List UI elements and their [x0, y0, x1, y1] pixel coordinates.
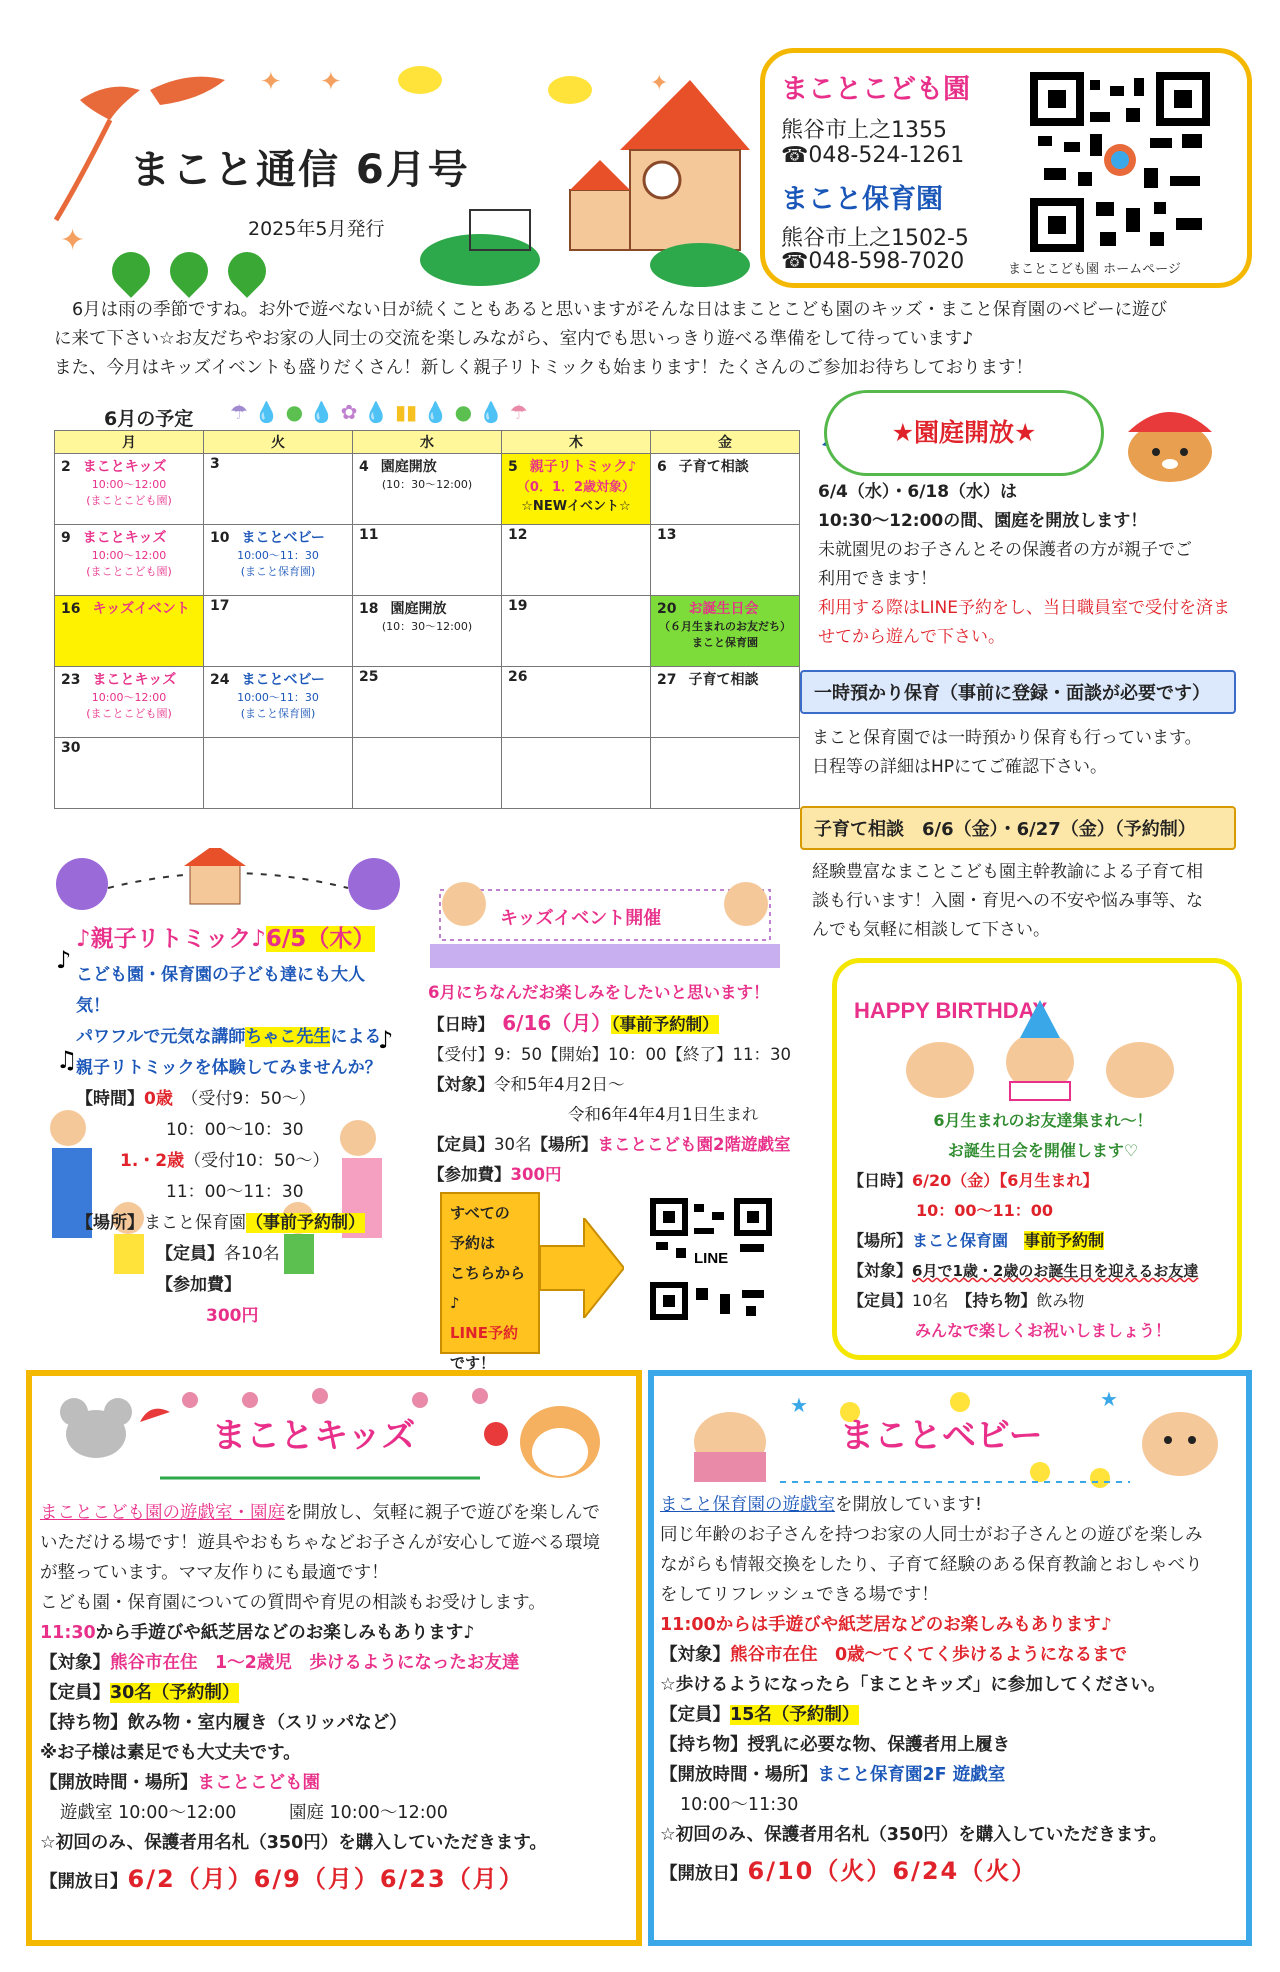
kids-days-label: 【開放日】: [40, 1872, 128, 1892]
birthday-items: 飲み物: [1036, 1291, 1085, 1310]
bear-mascot-icon: [1110, 392, 1220, 482]
temp-care-line: 日程等の詳細はHPにてご確認下さい。: [812, 757, 1108, 777]
birthday-items-label: 【持ち物】: [964, 1291, 1037, 1310]
calendar-week: [55, 454, 800, 525]
day-number: 17: [210, 598, 230, 614]
calendar-cell: [353, 525, 502, 596]
garden-desc: 利用できます！: [818, 569, 937, 589]
rhythm-age12: 1.・2歳: [120, 1151, 185, 1171]
calendar-cell: [502, 667, 651, 738]
kids-event-target-label: 【対象】: [428, 1075, 494, 1094]
calendar-cell: [55, 596, 204, 667]
garden-note: せてから遊んで下さい。: [818, 627, 1005, 647]
issue-date: 2025年5月発行: [248, 218, 385, 240]
kids-desc: から手遊びや紙芝居などのお楽しみもあります♪: [95, 1623, 475, 1643]
hoikuen-address: 熊谷市上之1502-5: [781, 226, 969, 251]
makoto-kids-title: まことキッズ: [212, 1416, 416, 1456]
kids-event-target: 令和6年4年4月1日生まれ: [568, 1105, 759, 1124]
calendar-cell: [204, 454, 353, 525]
temp-care-details: [812, 724, 1232, 782]
calendar-cell: [55, 525, 204, 596]
kids-event-fee: 300円: [510, 1165, 562, 1184]
birthday-headline: 6月生まれのお友達集まれ〜！: [933, 1111, 1153, 1130]
baby-items: 授乳に必要な物、保護者用上履き: [747, 1735, 1010, 1755]
consult-line: 談も行います！入園・育児への不安や悩み事等、な: [812, 891, 1203, 911]
calendar-cell: [651, 596, 800, 667]
calendar-cell: [651, 525, 800, 596]
event-target: （６月生まれのお友だち）: [659, 620, 791, 633]
calendar-cell: [55, 667, 204, 738]
baby-open-time: 10:00〜11:30: [680, 1795, 799, 1815]
calendar-cell: [55, 738, 204, 809]
kids-place-link: まことこども園の遊戯室・園庭: [40, 1503, 285, 1523]
event-name: お誕生日会: [688, 601, 759, 617]
rhythm-line: 親子リトミックを体験してみませんか？: [76, 1058, 382, 1078]
event-time: 10:00〜12:00: [91, 691, 167, 704]
day-number: 26: [508, 669, 528, 685]
homepage-qr-code[interactable]: [1030, 72, 1210, 252]
kids-open-label: 【開放時間・場所】: [40, 1773, 198, 1793]
event-time: (10：30〜12:00): [381, 478, 473, 491]
garden-open-details: [818, 478, 1238, 652]
baby-open-label: 【開放時間・場所】: [660, 1765, 818, 1785]
baby-open-place: まこと保育園2F 遊戯室: [817, 1765, 1006, 1785]
kids-time-highlight: 11:30: [40, 1623, 96, 1643]
calendar-cell: [502, 454, 651, 525]
kids-event-headline: 6月にちなんだお楽しみをしたいと思います！: [428, 983, 770, 1002]
rhythm-time-label: 【時間】: [76, 1089, 144, 1109]
birthday-date: 6/20（金）【6月生まれ】: [912, 1171, 1099, 1190]
event-name: まことキッズ: [82, 530, 167, 546]
day-number: 19: [508, 598, 528, 614]
event-place: まこと保育園: [692, 636, 758, 649]
svg-text:✦: ✦: [60, 223, 86, 258]
event-name: まことキッズ: [82, 459, 167, 475]
baby-target-label: 【対象】: [660, 1645, 730, 1665]
day-number: 3: [210, 456, 220, 472]
line-reservation-note: [440, 1192, 540, 1372]
kids-open-place: まことこども園: [197, 1773, 320, 1793]
svg-text:✦: ✦: [320, 67, 342, 97]
kids-event-date-note: （事前予約制）: [611, 1015, 719, 1034]
rhythm-place: まこと保育園: [144, 1213, 246, 1233]
kids-event-details: [428, 978, 808, 1190]
kids-event-target: 令和5年4月2日〜: [494, 1075, 625, 1094]
svg-text:♪: ♪: [56, 946, 72, 974]
svg-text:✦: ✦: [650, 71, 669, 96]
calendar-cell: [651, 738, 800, 809]
kids-open-days: 6/2（月）6/9（月）6/23（月）: [127, 1865, 525, 1893]
event-name: 子育て相談: [688, 672, 759, 688]
garden-dates: 6/4（水）・6/18（水）は: [818, 482, 1018, 502]
calendar-cell: [353, 454, 502, 525]
calendar-cell: [204, 667, 353, 738]
garden-note: 利用する際はLINE予約をし、当日職員室で受付を済ま: [818, 598, 1230, 618]
rain-decoration: ☂ 💧 ● 💧 ✿ 💧 ▮▮ 💧 ● 💧 ☂: [230, 400, 528, 424]
kids-cap-label: 【定員】: [40, 1683, 110, 1703]
baby-open-days: 6/10（火）6/24（火）: [747, 1857, 1038, 1885]
event-name: 園庭開放: [380, 459, 437, 475]
day-number: 23: [61, 672, 81, 688]
calendar-cell: [651, 667, 800, 738]
kids-event-schedule: 【受付】9：50【開始】10：00【終了】11：30: [428, 1045, 791, 1064]
svg-text:♪: ♪: [378, 1026, 394, 1054]
rhythm-line: こども園・保育園の子ども達にも大人気！: [76, 965, 365, 1016]
line-note-text: LINE予約: [450, 1324, 518, 1342]
kids-event-date-label: 【日時】: [428, 1015, 486, 1034]
baby-items-label: 【持ち物】: [660, 1735, 748, 1755]
birthday-closing: みんなで楽しくお祝いしましょう！: [914, 1321, 1171, 1340]
day-number: 16: [61, 601, 81, 617]
line-note-text: です！: [450, 1354, 496, 1372]
day-number: 9: [61, 530, 71, 546]
day-number: 20: [657, 601, 677, 617]
calendar-table: [54, 430, 800, 809]
line-qr-label: LINE: [694, 1250, 729, 1267]
day-number: 13: [657, 527, 677, 543]
birthday-details: [848, 1106, 1238, 1346]
calendar-week: [55, 525, 800, 596]
event-time: 10:00〜11：30: [237, 691, 319, 704]
kodomoen-phone[interactable]: ☎048-524-1261: [781, 143, 965, 168]
rhythm-teacher: ちゃこ先生: [245, 1027, 331, 1047]
garden-desc: 未就園児のお子さんとその保護者の方が親子でご: [818, 540, 1192, 560]
calendar-cell: [353, 596, 502, 667]
event-place: (まこと保育園): [240, 565, 316, 578]
calendar-week: [55, 738, 800, 809]
birthday-place: まこと保育園: [912, 1231, 1009, 1250]
baby-days-label: 【開放日】: [660, 1864, 748, 1884]
baby-target: 熊谷市在住 0歳〜てくてく歩けるようになるまで: [730, 1645, 1128, 1665]
event-time: (10：30〜12:00): [381, 620, 473, 633]
baby-desc: 同じ年齢のお子さんを持つお家の人同士がお子さんとの遊びを楽しみ: [660, 1525, 1203, 1545]
day-number: 4: [359, 459, 369, 475]
kids-event-place: まことこども園2階遊戯室: [597, 1135, 791, 1154]
event-note: ☆NEWイベント☆: [521, 499, 631, 514]
svg-text:♫: ♫: [56, 1046, 78, 1074]
homepage-qr-caption: まことこども園 ホームページ: [1008, 262, 1181, 277]
event-name: まことベビー: [241, 530, 325, 546]
day-number: 6: [657, 459, 667, 475]
rhythm-age0-time: 10：00〜10：30: [166, 1120, 304, 1140]
day-number: 27: [657, 672, 677, 688]
consult-heading: 子育て相談 6/6（金）・6/27（金）（予約制）: [800, 806, 1236, 850]
kids-event-fee-label: 【参加費】: [428, 1165, 511, 1184]
calendar-cell: [353, 667, 502, 738]
day-number: 18: [359, 601, 379, 617]
event-place: (まこと保育園): [240, 707, 316, 720]
calendar-cell: [204, 596, 353, 667]
makoto-baby-details: [660, 1490, 1244, 1889]
line-note-text: こちらから♪: [450, 1264, 526, 1312]
kids-open-time: 遊戯室 10:00〜12:00: [60, 1803, 237, 1823]
baby-desc: ながらも情報交換をしたり、子育て経験のある保育教諭とおしゃべり: [660, 1555, 1203, 1575]
event-place: (まことこども園): [86, 707, 172, 720]
rhythm-title-date: 6/5（木）: [265, 926, 376, 952]
calendar-cell: [353, 738, 502, 809]
line-qr-code[interactable]: [650, 1198, 772, 1320]
event-name: 子育て相談: [678, 459, 749, 475]
calendar-header-row: [55, 431, 800, 454]
consult-line: 経験豊富なまことこども園主幹教諭による子育て相: [812, 862, 1203, 882]
calendar-cell: [502, 738, 651, 809]
event-name: 園庭開放: [390, 601, 447, 617]
calendar-cell: [502, 596, 651, 667]
kids-desc: こども園・保育園についての質問や育児の相談もお受けします。: [40, 1593, 546, 1613]
event-time: 10:00〜12:00: [91, 478, 167, 491]
kids-event-date: 6/16（月）: [502, 1011, 612, 1035]
calendar-week: [55, 667, 800, 738]
calendar-cell: [502, 525, 651, 596]
baby-place-link: まこと保育園の遊戯室: [660, 1495, 835, 1515]
weekday-header: 金: [651, 431, 800, 454]
garden-open-banner: ★園庭開放★: [824, 390, 1104, 476]
birthday-subheadline: お誕生日会を開催します♡: [947, 1141, 1139, 1160]
day-number: 25: [359, 669, 379, 685]
rhythm-place-label: 【場所】: [76, 1213, 144, 1233]
birthday-banner-text: HAPPY BIRTHDAY: [854, 998, 1048, 1023]
weekday-header: 月: [55, 431, 204, 454]
rhythm-age12-reception: （受付10：50〜）: [184, 1151, 330, 1171]
kids-items-label: 【持ち物】: [40, 1713, 128, 1733]
kids-event-place-label: 【場所】: [531, 1135, 598, 1154]
garden-hours: 10:30〜12:00の間、園庭を開放します！: [818, 511, 1148, 531]
svg-text:✦: ✦: [260, 67, 282, 97]
kids-items: 飲み物・室内履き（スリッパなど）: [127, 1713, 407, 1733]
kids-cap: 30名（予約制）: [110, 1683, 240, 1703]
event-place: (まことこども園): [86, 494, 172, 507]
hoikuen-name: まこと保育園: [781, 184, 943, 215]
day-number: 24: [210, 672, 230, 688]
kids-target-label: 【対象】: [40, 1653, 110, 1673]
rhythm-age0: 0歳: [144, 1089, 173, 1109]
baby-cap: 15名（予約制）: [730, 1705, 860, 1725]
consult-details: [812, 858, 1242, 945]
kids-target: 熊谷市在住 1〜2歳児 歩けるようになったお友達: [110, 1653, 520, 1673]
rhythm-fee: 300円: [206, 1306, 259, 1326]
calendar-week: [55, 596, 800, 667]
rhythm-line: パワフルで元気な講師: [76, 1027, 246, 1047]
intro-line: また、今月はキッズイベントも盛りだくさん！新しく親子リトミックも始まります！たくさんのご参加お待ちしております！: [54, 358, 1033, 378]
makoto-baby-title: まことベビー: [840, 1416, 1043, 1456]
weekday-header: 木: [502, 431, 651, 454]
day-number: 12: [508, 527, 528, 543]
rhythm-cap: 各10名: [224, 1244, 280, 1264]
rhythm-age0-reception: （受付9：50〜）: [189, 1089, 316, 1109]
kodomoen-address: 熊谷市上之1355: [781, 118, 947, 143]
rhythm-line: による: [330, 1027, 382, 1047]
birthday-cap: 10名: [912, 1291, 949, 1310]
event-target: （0．1．2歳対象）: [516, 480, 636, 495]
day-number: 30: [61, 740, 81, 756]
kids-event-cap: 30名: [494, 1135, 532, 1154]
day-number: 5: [508, 459, 518, 475]
calendar-cell: [204, 525, 353, 596]
event-name: まことベビー: [241, 672, 325, 688]
rhythm-title-main: ♪親子リトミック♪: [76, 926, 266, 952]
event-name: キッズイベント: [92, 601, 190, 617]
event-place: (まことこども園): [86, 565, 172, 578]
rhythm-title: [76, 920, 375, 953]
event-time: 10:00〜11：30: [237, 549, 319, 562]
baby-first-visit: ☆初回のみ、保護者用名札（350円）を購入していただきます。: [660, 1825, 1167, 1845]
birthday-place-label: 【場所】: [848, 1231, 913, 1250]
day-number: 2: [61, 459, 71, 475]
event-name: 親子リトミック♪: [529, 459, 637, 475]
arrow-icon: [540, 1218, 624, 1318]
makoto-kids-details: [40, 1498, 630, 1897]
birthday-cap-label: 【定員】: [848, 1291, 913, 1310]
intro-line: に来て下さい☆お友だちやお家の人同士の交流を楽しみながら、室内でも思いっきり遊べる準備をして待っています♪: [54, 329, 974, 349]
kids-event-banner-text: キッズイベント開催: [500, 908, 662, 929]
intro-text: [54, 296, 1244, 383]
svg-text:★: ★: [1100, 1387, 1118, 1411]
kids-event-cap-label: 【定員】: [428, 1135, 494, 1154]
hoikuen-phone[interactable]: ☎048-598-7020: [781, 249, 965, 274]
event-time: 10:00〜12:00: [91, 549, 167, 562]
kids-open-time: 園庭 10:00〜12:00: [288, 1803, 448, 1823]
birthday-date-label: 【日時】: [848, 1171, 913, 1190]
baby-after: ☆歩けるようになったら「まことキッズ」に参加してください。: [660, 1675, 1166, 1695]
kids-desc: を開放し、気軽に親子で遊びを楽しんで: [285, 1503, 600, 1523]
weekday-header: 火: [204, 431, 353, 454]
line-note-text: 予約は: [450, 1234, 496, 1252]
rhythm-details: [76, 960, 396, 1332]
calendar-cell: [55, 454, 204, 525]
newsletter-title: まこと通信 6月号: [130, 147, 470, 193]
temp-care-heading: 一時預かり保育（事前に登録・面談が必要です）: [800, 670, 1236, 714]
baby-desc: 11:00からは手遊びや紙芝居などのお楽しみもあります♪: [660, 1615, 1112, 1635]
calendar-cell: [204, 738, 353, 809]
baby-cap-label: 【定員】: [660, 1705, 730, 1725]
intro-line: 6月は雨の季節ですね。お外で遊べない日が続くこともあると思いますがそんな日はまことこども園のキッズ・まこと保育園のベビーに遊び: [72, 300, 1168, 320]
kids-desc: が整っています。ママ友作りにも最適です！: [40, 1563, 389, 1583]
birthday-target-label: 【対象】: [848, 1261, 913, 1280]
svg-text:★: ★: [790, 1393, 808, 1417]
calendar-cell: [651, 454, 800, 525]
rhythm-place-note: （事前予約制）: [246, 1213, 365, 1233]
rhythm-age12-time: 11：00〜11：30: [166, 1182, 304, 1202]
weekday-header: 水: [353, 431, 502, 454]
rhythm-fee-label: 【参加費】: [156, 1275, 241, 1295]
rhythm-cap-label: 【定員】: [156, 1244, 224, 1264]
event-name: まことキッズ: [92, 672, 177, 688]
birthday-banner: [850, 990, 1230, 1102]
day-number: 10: [210, 530, 230, 546]
kids-event-banner: [430, 864, 780, 974]
birthday-time: 10：00〜11：00: [916, 1201, 1054, 1220]
baby-desc: をしてリフレッシュできる場です！: [660, 1585, 939, 1605]
kids-first-visit: ☆初回のみ、保護者用名札（350円）を購入していただきます。: [40, 1833, 547, 1853]
line-note-text: すべての: [450, 1204, 510, 1222]
birthday-target: 6月で1歳・2歳のお誕生日を迎えるお友達: [912, 1262, 1199, 1280]
consult-line: んでも気軽に相談して下さい。: [812, 920, 1050, 940]
kids-desc: いただける場です！遊具やおもちゃなどお子さんが安心して遊べる環境: [40, 1533, 600, 1553]
calendar-title: 6月の予定: [104, 408, 194, 430]
birthday-place-note: 事前予約制: [1024, 1231, 1105, 1250]
baby-desc: を開放しています!: [835, 1495, 983, 1515]
kodomoen-name: まことこども園: [781, 74, 970, 105]
temp-care-line: まこと保育園では一時預かり保育も行っています。: [812, 728, 1202, 748]
kids-note: ※お子様は素足でも大丈夫です。: [40, 1743, 301, 1763]
day-number: 11: [359, 527, 379, 543]
